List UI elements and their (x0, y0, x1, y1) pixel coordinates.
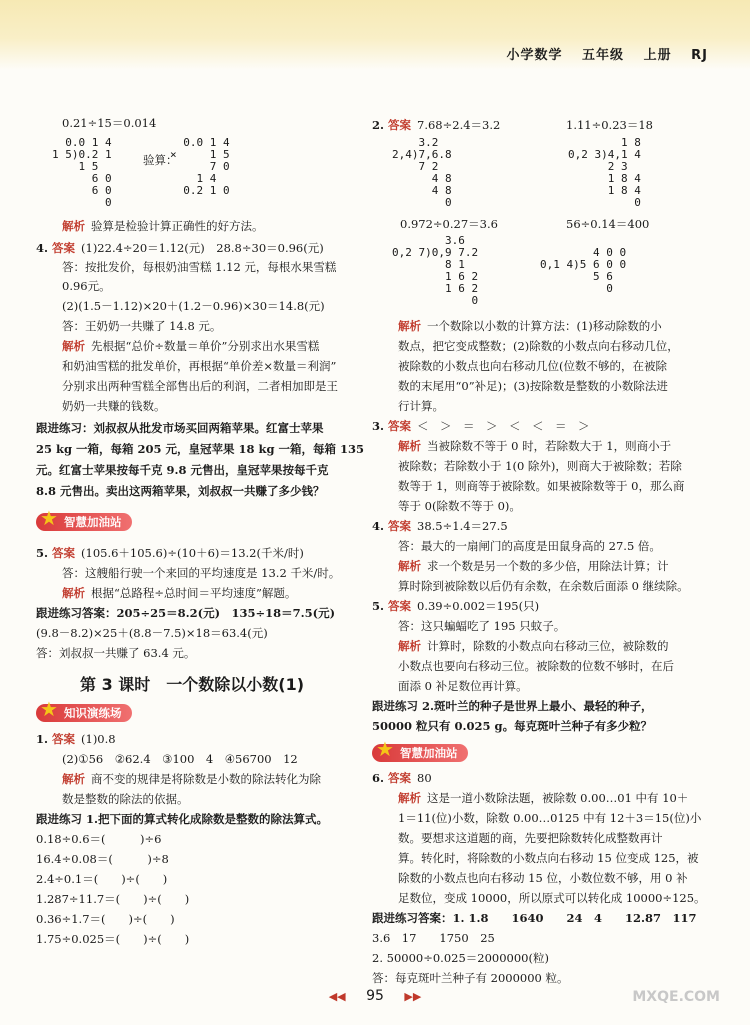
section-banner: ★ 智慧加油站 (372, 744, 468, 762)
text-line: 1.287÷11.7＝( )÷( ) (36, 892, 190, 906)
star-icon: ★ (40, 697, 58, 721)
text-line: 解析 这是一道小数除法题，被除数 0.00…01 中有 10＋ (398, 791, 689, 805)
long-division: 3.2 2,4)7,6.8 7 2 4 8 4 8 0 (392, 136, 452, 209)
long-division: 0.0 1 4 1 5)0.2 1 1 5 6 0 6 0 0 (52, 136, 112, 209)
text-line: 16.4÷0.08＝( )÷8 (36, 852, 169, 866)
text-line: 2. 答案 7.68÷2.4＝3.2 (372, 118, 501, 132)
text-line: 56÷0.14＝400 (566, 217, 650, 231)
text-line: 答：王奶奶一共赚了 14.8 元。 (62, 319, 222, 333)
volume: 上册 (643, 48, 672, 63)
text-line: (2)(1.5－1.12)×20＋(1.2－0.96)×30＝14.8(元) (62, 299, 325, 313)
text-line: 4. 答案 38.5÷1.4＝27.5 (372, 519, 508, 533)
text-line: 数。要想求这道题的商，先要把除数转化成整数再计 (398, 831, 663, 845)
text-line: 解析 先根据“总价÷数量＝单价”分别求出水果雪糕 (62, 339, 320, 353)
text-line: 解析 根据“总路程÷总时间＝平均速度”解题。 (62, 586, 297, 600)
text-line: 数的末尾用“0”补足)；(3)按除数是整数的小数除法进 (398, 379, 668, 393)
text-line: 等于 0(除数不等于 0)。 (398, 499, 521, 513)
star-icon: ★ (376, 737, 394, 761)
text-line: 5. 答案 (105.6＋105.6)÷(10＋6)＝13.2(千米/时) (36, 546, 304, 560)
section-banner: ★ 智慧加油站 (36, 513, 132, 531)
text-line: 8.8 元售出。卖出这两箱苹果，刘叔叔一共赚了多少钱？ (36, 484, 325, 498)
text-line: 4. 答案 (1)22.4÷20＝1.12(元) 28.8÷30＝0.96(元) (36, 241, 324, 255)
text-line: 跟进练习答案：205÷25＝8.2(元) 135÷18＝7.5(元) (36, 606, 336, 620)
text-line: 50000 粒只有 0.025 g。每克斑叶兰种子有多少粒？ (372, 719, 653, 733)
text-line: 6. 答案 80 (372, 771, 432, 785)
lesson-title: 第 3 课时 一个数除以小数(1) (80, 675, 305, 694)
text-line: 奶奶一共赚的钱数。 (62, 399, 166, 413)
text-line: 被除数；若除数小于 1(0 除外)，则商大于被除数；若除 (398, 459, 682, 473)
edition: RJ (691, 48, 708, 63)
text-line: 答：这只蝙蝠吃了 195 只蚊子。 (398, 619, 566, 633)
section-banner: ★ 知识演练场 (36, 704, 132, 722)
check-multiplication: 0.0 1 4 × 1 5 7 0 1 4 0.2 1 0 (170, 136, 230, 197)
long-division: 3.6 0,2 7)0,9 7.2 8 1 1 6 2 1 6 2 0 (392, 234, 479, 307)
text-line: 答：按批发价，每根奶油雪糕 1.12 元，每根水果雪糕 (62, 260, 337, 274)
text-line: 解析 求一个数是另一个数的多少倍，用除法计算；计 (398, 559, 669, 573)
text-line: 数点，把它变成整数；(2)除数的小数点向右移动几位， (398, 339, 679, 353)
text-line: 面添 0 补足数位再计算。 (398, 679, 528, 693)
text-line: 0.18÷0.6＝( )÷6 (36, 832, 162, 846)
grade: 五年级 (582, 48, 625, 63)
text-line: 和奶油雪糕的批发单价，再根据“单价差×数量＝利润” (62, 359, 337, 373)
text-line: 2. 50000÷0.025＝2000000(粒) (372, 951, 549, 965)
text-line: 1.75÷0.025＝( )÷( ) (36, 932, 190, 946)
text-line: 解析 计算时，除数的小数点向右移动三位，被除数的 (398, 639, 669, 653)
text-line: 跟进练习 1.把下面的算式转化成除数是整数的除法算式。 (36, 812, 329, 826)
text-line: (9.8－8.2)×25＋(8.8－7.5)×18＝63.4(元) (36, 626, 268, 640)
text-line: 数是整数的除法的依据。 (62, 792, 189, 806)
text-line: 3. 答案 ＜ ＞ ＝ ＞ ＜ ＜ ＝ ＞ (372, 419, 590, 433)
text-line: 算时除到被除数以后仍有余数，在余数后面添 0 继续除。 (398, 579, 689, 593)
text-line: 跟进练习 2.斑叶兰的种子是世界上最小、最轻的种子， (372, 699, 653, 713)
text-line: 除数的小数点也向右移动 15 位，小数位数不够，用 0 补 (398, 871, 688, 885)
text-line: 1＝11(位)小数，除数 0.00…0125 中有 12＋3＝15(位)小 (398, 811, 702, 825)
text-line: 0.972÷0.27＝3.6 (400, 217, 498, 231)
text-line: 答：最大的一扇闸门的高度是田鼠身高的 27.5 倍。 (398, 539, 661, 553)
long-division: 1 8 0,2 3)4,1 4 2 3 1 8 4 1 8 4 0 (568, 136, 641, 209)
text-line: 1.11÷0.23＝18 (566, 118, 653, 132)
text-line: 答：这艘船行驶一个来回的平均速度是 13.2 千米/时。 (62, 566, 341, 580)
page-number: 95 (366, 988, 384, 1004)
star-icon: ★ (40, 506, 58, 530)
text-line: 25 kg 一箱，每箱 205 元，皇冠苹果 18 kg 一箱，每箱 135 (36, 442, 365, 456)
prev-page-icon[interactable]: ◀◀ (328, 990, 346, 1003)
text-line: 跟进练习答案：1. 1.8 1640 24 4 12.87 117 (372, 911, 697, 925)
text-line: 被除数的小数点也向右移动几位(位数不够的，在被除 (398, 359, 667, 373)
watermark: MXQE.COM (632, 989, 720, 1005)
text-line: 解析 一个数除以小数的计算方法：(1)移动除数的小 (398, 319, 662, 333)
text-line: 解析 验算是检验计算正确性的好方法。 (62, 219, 264, 233)
page-header (493, 44, 709, 63)
next-page-icon[interactable]: ▶▶ (404, 990, 422, 1003)
text-line: 5. 答案 0.39÷0.002＝195(只) (372, 599, 540, 613)
text-line: 足数位，变成 10000，所以原式可以转化成 10000÷125。 (398, 891, 706, 905)
text-line: 行计算。 (398, 399, 444, 413)
subject: 小学数学 (506, 48, 563, 63)
check-label: 验算： (143, 153, 178, 167)
text-line: (2)①56 ②62.4 ③100 4 ④56700 12 (62, 752, 298, 766)
text-line: 1. 答案 (1)0.8 (36, 732, 116, 746)
text-line: 跟进练习：刘叔叔从批发市场买回两箱苹果。红富士苹果 (36, 421, 324, 435)
text-line: 0.21÷15＝0.014 (62, 116, 157, 130)
long-division: 4 0 0 0,1 4)5 6 0 0 5 6 0 (540, 246, 627, 295)
text-line: 分别求出两种雪糕全部售出后的利润，二者相加即是王 (62, 379, 338, 393)
text-line: 元。红富士苹果按每千克 9.8 元售出，皇冠苹果按每千克 (36, 463, 329, 477)
text-line: 0.36÷1.7＝( )÷( ) (36, 912, 175, 926)
text-line: 2.4÷0.1＝( )÷( ) (36, 872, 168, 886)
text-line: 数等于 1，则商等于被除数。如果被除数等于 0，那么商 (398, 479, 685, 493)
text-line: 答：刘叔叔一共赚了 63.4 元。 (36, 646, 196, 660)
text-line: 算。转化时，将除数的小数点向右移动 15 位变成 125，被 (398, 851, 699, 865)
text-line: 解析 商不变的规律是将除数是小数的除法转化为除 (62, 772, 321, 786)
text-line: 解析 当被除数不等于 0 时，若除数大于 1，则商小于 (398, 439, 672, 453)
text-line: 0.96元。 (62, 279, 111, 293)
text-line: 答：每克斑叶兰种子有 2000000 粒。 (372, 971, 569, 985)
text-line: 3.6 17 1750 25 (372, 931, 495, 945)
text-line: 小数点也要向右移动三位。被除数的位数不够时，在后 (398, 659, 674, 673)
